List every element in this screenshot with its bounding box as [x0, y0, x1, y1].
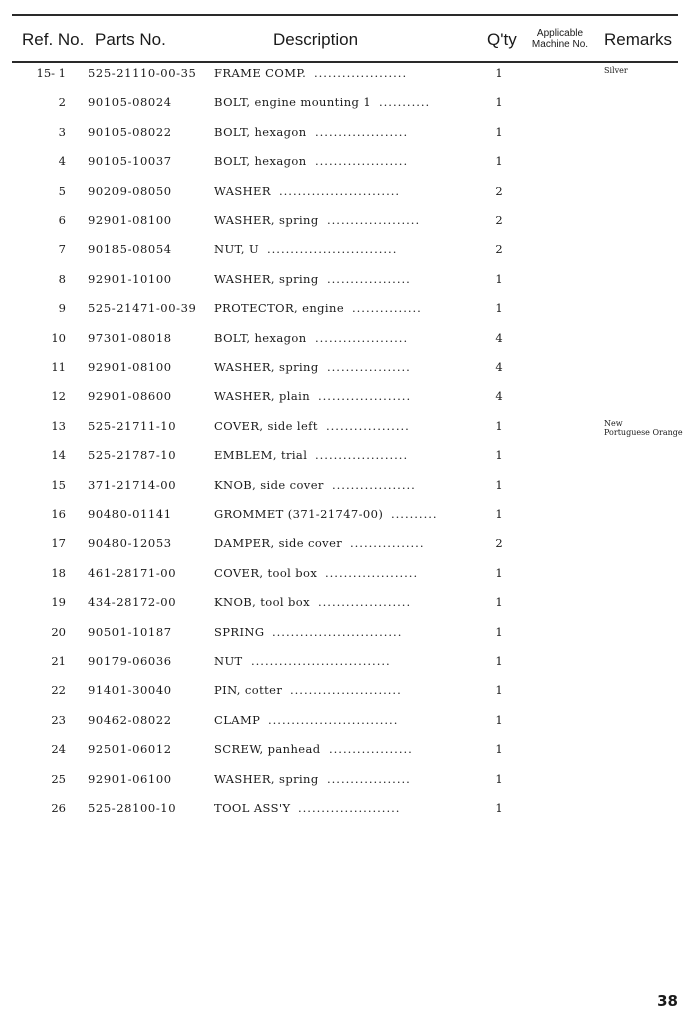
part-no-cell: 525-21471-00-39 — [88, 301, 197, 316]
leader-dots: ............................ — [272, 624, 403, 639]
qty-cell: 4 — [495, 360, 503, 374]
table-row — [0, 154, 696, 176]
table-row — [0, 507, 696, 529]
description-cell: KNOB, tool box — [214, 595, 311, 610]
ref-no-cell: 23 — [51, 712, 66, 727]
table-row — [0, 125, 696, 147]
leader-dots: ........... — [379, 95, 431, 110]
table-row — [0, 272, 696, 294]
ref-no-cell: 2 — [58, 95, 66, 110]
part-no-cell: 90185-08054 — [88, 242, 172, 257]
description-cell: WASHER, spring — [214, 271, 319, 286]
qty-cell: 2 — [495, 536, 503, 551]
leader-dots: .................... — [325, 565, 419, 580]
part-no-cell: 90179-06036 — [88, 654, 172, 668]
part-no-cell: 92901-06100 — [88, 771, 172, 786]
leader-dots: .................. — [327, 271, 411, 286]
qty-cell: 1 — [495, 418, 503, 433]
leader-dots: .................... — [327, 213, 421, 227]
table-row — [0, 595, 696, 617]
ref-no-cell: 5 — [58, 183, 66, 198]
leader-dots: .................... — [315, 124, 409, 139]
part-no-cell: 90480-12053 — [88, 536, 172, 551]
description-cell: SCREW, panhead — [214, 742, 321, 757]
table-row — [0, 536, 696, 558]
header-applicable-line1: Applicable — [536, 28, 584, 39]
qty-cell: 1 — [495, 301, 503, 316]
table-row — [0, 742, 696, 764]
part-no-cell: 90501-10187 — [88, 624, 172, 639]
table-row — [0, 713, 696, 735]
header-bottom-rule — [12, 61, 678, 63]
qty-cell: 1 — [495, 742, 503, 757]
table-row — [0, 566, 696, 588]
leader-dots: .................... — [315, 154, 409, 169]
description-cell: PIN, cotter — [214, 683, 283, 698]
ref-no-cell: 17 — [51, 536, 66, 551]
header-remarks: Remarks — [604, 30, 673, 49]
part-no-cell: 91401-30040 — [88, 683, 172, 698]
header-qty: Q'ty — [487, 30, 517, 49]
ref-no-cell: 26 — [51, 801, 66, 815]
header-top-rule — [12, 14, 678, 16]
qty-cell: 1 — [495, 448, 503, 463]
table-row — [0, 184, 696, 206]
ref-no-cell: 11 — [51, 360, 66, 374]
part-no-cell: 90105-08024 — [88, 95, 172, 110]
header-parts-no: Parts No. — [95, 30, 166, 49]
leader-dots: ........................ — [290, 683, 402, 698]
table-row — [0, 242, 696, 264]
qty-cell: 2 — [495, 242, 503, 257]
qty-cell: 4 — [495, 389, 503, 404]
ref-no-cell: 8 — [58, 271, 66, 286]
qty-cell: 1 — [495, 271, 503, 286]
leader-dots: .................. — [326, 418, 410, 433]
qty-cell: 1 — [495, 654, 503, 668]
description-cell: CLAMP — [214, 712, 261, 727]
leader-dots: ...................... — [298, 801, 401, 815]
description-cell: BOLT, hexagon — [214, 154, 307, 169]
description-cell: TOOL ASS'Y — [214, 801, 291, 815]
ref-no-cell: 18 — [51, 565, 66, 580]
qty-cell: 1 — [495, 624, 503, 639]
ref-no-cell: 9 — [58, 301, 66, 316]
ref-no-cell: 13 — [51, 418, 66, 433]
part-no-cell: 525-21110-00-35 — [88, 66, 197, 80]
leader-dots: .................. — [327, 771, 411, 786]
part-no-cell: 461-28171-00 — [88, 565, 177, 580]
part-no-cell: 90462-08022 — [88, 712, 172, 727]
part-no-cell: 92901-08600 — [88, 389, 172, 404]
ref-no-cell: 12 — [51, 389, 66, 404]
ref-no-cell: 6 — [58, 213, 66, 227]
ref-no-cell: 4 — [58, 154, 66, 169]
table-row — [0, 654, 696, 676]
description-cell: COVER, tool box — [214, 565, 318, 580]
leader-dots: .......................... — [279, 183, 401, 198]
leader-dots: .............................. — [251, 654, 391, 668]
ref-no-cell: 25 — [51, 771, 66, 786]
part-no-cell: 525-21787-10 — [88, 448, 177, 463]
table-row — [0, 66, 696, 88]
description-cell: BOLT, engine mounting 1 — [214, 95, 372, 110]
ref-no-cell: 10 — [51, 330, 66, 345]
description-cell: DAMPER, side cover — [214, 536, 343, 551]
part-no-cell: 525-21711-10 — [88, 418, 177, 433]
ref-no-cell: 16 — [51, 507, 66, 521]
leader-dots: .................. — [332, 477, 416, 492]
part-no-cell: 434-28172-00 — [88, 595, 177, 610]
table-row — [0, 625, 696, 647]
table-row — [0, 801, 696, 823]
description-cell: NUT — [214, 654, 243, 668]
leader-dots: ............................ — [268, 712, 399, 727]
part-no-cell: 92901-08100 — [88, 360, 172, 374]
header-ref-no: Ref. No. — [22, 30, 85, 49]
header-description: Description — [273, 30, 359, 49]
qty-cell: 1 — [495, 565, 503, 580]
ref-no-cell: 20 — [51, 624, 66, 639]
qty-cell: 1 — [495, 771, 503, 786]
part-no-cell: 90209-08050 — [88, 183, 172, 198]
part-no-cell: 92901-10100 — [88, 271, 172, 286]
leader-dots: .................... — [314, 66, 408, 80]
qty-cell: 1 — [495, 95, 503, 110]
leader-dots: ................ — [350, 536, 425, 551]
table-row — [0, 331, 696, 353]
header-applicable-machine-no — [525, 28, 595, 50]
table-row — [0, 389, 696, 411]
description-cell: KNOB, side cover — [214, 477, 324, 492]
part-no-cell: 90105-10037 — [88, 154, 172, 169]
ref-no-cell: 24 — [51, 742, 66, 757]
description-cell: SPRING — [214, 624, 265, 639]
leader-dots: .................. — [327, 360, 411, 374]
table-row — [0, 360, 696, 382]
description-cell: WASHER, spring — [214, 213, 319, 227]
remarks-cell: New Portuguese Orange — [604, 418, 683, 437]
table-row — [0, 683, 696, 705]
description-cell: WASHER, plain — [214, 389, 311, 404]
ref-no-cell: 7 — [58, 242, 66, 257]
description-cell: BOLT, hexagon — [214, 124, 307, 139]
description-cell: FRAME COMP. — [214, 66, 307, 80]
ref-no-cell: 21 — [51, 654, 66, 668]
qty-cell: 1 — [495, 477, 503, 492]
description-cell: WASHER, spring — [214, 360, 319, 374]
table-row — [0, 772, 696, 794]
qty-cell: 1 — [495, 507, 503, 521]
leader-dots: .................... — [318, 389, 412, 404]
leader-dots: .................... — [318, 595, 412, 610]
qty-cell: 4 — [495, 330, 503, 345]
ref-no-cell: 22 — [51, 683, 66, 698]
description-cell: PROTECTOR, engine — [214, 301, 345, 316]
part-no-cell: 525-28100-10 — [88, 801, 177, 815]
qty-cell: 1 — [495, 66, 503, 80]
remarks-cell: Silver — [604, 66, 628, 75]
part-no-cell: 97301-08018 — [88, 330, 172, 345]
part-no-cell: 90105-08022 — [88, 124, 172, 139]
ref-no-cell: 15- 1 — [36, 66, 66, 80]
ref-no-cell: 3 — [58, 124, 66, 139]
part-no-cell: 371-21714-00 — [88, 477, 177, 492]
leader-dots: ............................ — [267, 242, 398, 257]
qty-cell: 1 — [495, 712, 503, 727]
table-row — [0, 419, 696, 441]
description-cell: BOLT, hexagon — [214, 330, 307, 345]
leader-dots: .......... — [391, 507, 438, 521]
leader-dots: .................... — [315, 448, 409, 463]
qty-cell: 2 — [495, 183, 503, 198]
table-row — [0, 448, 696, 470]
table-row — [0, 95, 696, 117]
qty-cell: 1 — [495, 595, 503, 610]
description-cell: WASHER — [214, 183, 271, 198]
table-row — [0, 301, 696, 323]
leader-dots: .................. — [329, 742, 413, 757]
ref-no-cell: 15 — [51, 477, 66, 492]
qty-cell: 1 — [495, 124, 503, 139]
table-row — [0, 213, 696, 235]
description-cell: NUT, U — [214, 242, 260, 257]
page-number: 38 — [657, 992, 678, 1010]
description-cell: WASHER, spring — [214, 771, 319, 786]
description-cell: GROMMET (371-21747-00) — [214, 507, 384, 521]
part-no-cell: 92501-06012 — [88, 742, 172, 757]
table-row — [0, 478, 696, 500]
description-cell: COVER, side left — [214, 418, 318, 433]
part-no-cell: 90480-01141 — [88, 507, 172, 521]
ref-no-cell: 19 — [51, 595, 66, 610]
leader-dots: .................... — [315, 330, 409, 345]
leader-dots: ............... — [352, 301, 422, 316]
description-cell: EMBLEM, trial — [214, 448, 308, 463]
qty-cell: 1 — [495, 683, 503, 698]
qty-cell: 2 — [495, 213, 503, 227]
header-applicable-line2: Machine No. — [531, 39, 589, 50]
ref-no-cell: 14 — [51, 448, 66, 463]
qty-cell: 1 — [495, 801, 503, 815]
part-no-cell: 92901-08100 — [88, 213, 172, 227]
qty-cell: 1 — [495, 154, 503, 169]
